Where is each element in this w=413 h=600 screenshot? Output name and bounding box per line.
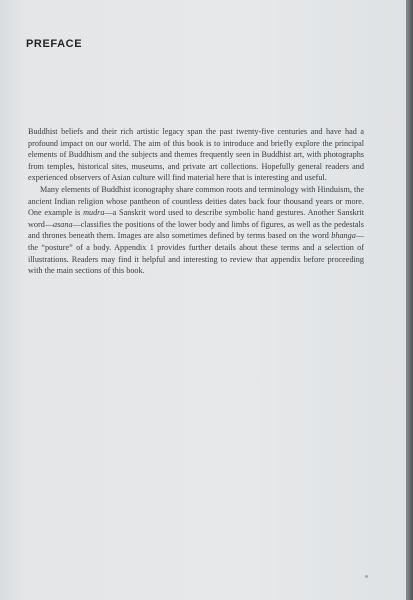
preface-body bbox=[28, 126, 364, 277]
page-smudge bbox=[365, 575, 368, 578]
page-heading: PREFACE bbox=[26, 38, 83, 50]
term-asana: asana bbox=[53, 219, 73, 229]
paragraph-2-text: Many elements of Buddhist iconography share common roots and terminology with Hinduism, the ancient Indian religion whose pantheon of countless deities dates back four thousand years or more. One example is bbox=[28, 184, 364, 218]
paragraph-2-text: —classifies the positions of the lower body and limbs of figures, as well as the pedestals and thrones beneath them. Images are also sometimes defined by terms based on the word bbox=[28, 219, 364, 241]
paragraph-2-text: —a Sanskrit word used to describe symbolic hand gestures. Another Sanskrit word— bbox=[28, 208, 364, 229]
term-mudra: mudra bbox=[83, 208, 105, 218]
paragraph-2 bbox=[28, 184, 364, 277]
page-edge-shadow bbox=[406, 0, 413, 600]
paragraph-1: Buddhist beliefs and their rich artistic legacy span the past twenty-five centuries and have had a profound impact on our world. The aim of this book is to introduce and briefly explore the principal elements of Buddhism and the subjects and themes frequently seen in Buddhist art, with photographs from temples, historical sites, museums, and private art collections. Hopefully general readers and experienced observers of Asian culture will find material here that is interesting and useful. bbox=[28, 127, 364, 183]
paragraph-2-text: —the “posture” of a body. Appendix 1 provides further details about these terms and a selection of illustrations. Readers may find it helpful and interesting to review that appendix before proceeding with the main sections of this book. bbox=[28, 231, 364, 276]
term-bhanga: bhanga bbox=[331, 231, 356, 241]
